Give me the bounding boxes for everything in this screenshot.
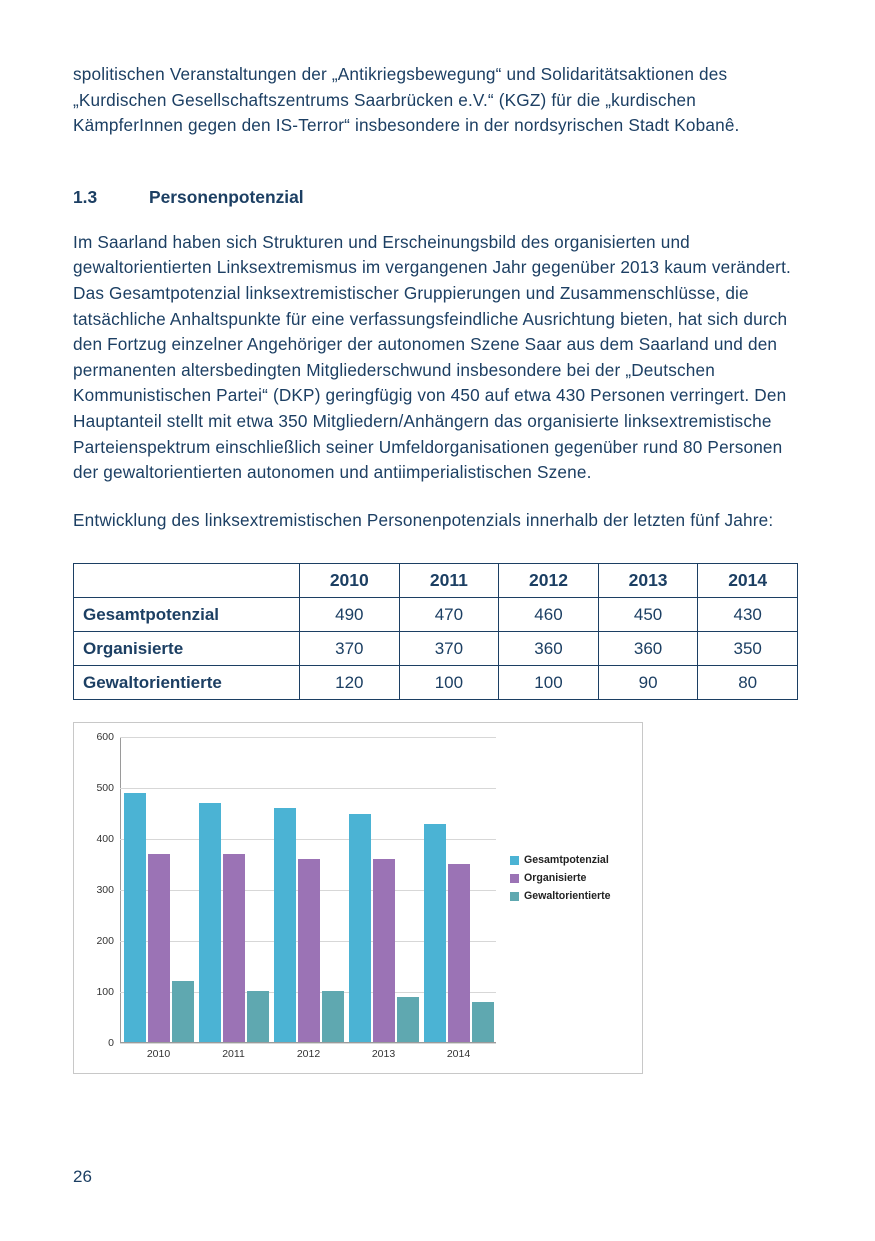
chart-x-tick-label: 2013 — [371, 1048, 396, 1061]
chart-x-tick-label: 2014 — [446, 1048, 471, 1061]
section-title: Personenpotenzial — [149, 186, 304, 207]
chart-bar-group — [196, 737, 271, 1061]
chart-legend-swatch — [510, 856, 519, 865]
paragraph-table-intro: Entwicklung des linksextremistischen Personenpotenzials innerhalb der letzten fünf Jahre: — [73, 509, 774, 530]
table-cell: 120 — [300, 666, 400, 700]
table-cell: 470 — [399, 598, 499, 632]
chart-bar — [424, 824, 446, 1043]
section-heading — [73, 187, 797, 208]
chart-x-tick-label: 2010 — [146, 1048, 171, 1061]
table-header-row — [74, 564, 798, 598]
table-col-header: 2012 — [499, 564, 599, 598]
table-cell: 90 — [598, 666, 698, 700]
chart-bar-group — [121, 737, 196, 1061]
table-cell: 80 — [698, 666, 798, 700]
chart-legend-label: Organisierte — [524, 872, 587, 885]
chart-legend-item — [510, 851, 611, 869]
chart-y-tick-label: 400 — [96, 833, 114, 846]
chart-gridline — [108, 1037, 496, 1050]
table-col-header: 2013 — [598, 564, 698, 598]
personenpotenzial-table — [73, 563, 798, 700]
chart-bar — [472, 1002, 494, 1043]
chart-y-tick-label: 300 — [96, 884, 114, 897]
table-cell: 100 — [399, 666, 499, 700]
chart-x-tick-label: 2012 — [296, 1048, 321, 1061]
chart-y-tick-label: 600 — [96, 731, 114, 744]
chart-bar — [124, 793, 146, 1042]
table-cell: 460 — [499, 598, 599, 632]
table-cell: 360 — [598, 632, 698, 666]
chart-bar — [274, 808, 296, 1042]
chart-y-tick-label: 100 — [96, 986, 114, 999]
table-col-header: 2011 — [399, 564, 499, 598]
chart-bar — [247, 991, 269, 1042]
table-row — [74, 598, 798, 632]
table-row-label: Gewaltorientierte — [74, 666, 300, 700]
chart-bar-group — [271, 737, 346, 1061]
table-cell: 360 — [499, 632, 599, 666]
table-col-header: 2014 — [698, 564, 798, 598]
chart-y-tick-label: 200 — [96, 935, 114, 948]
page-number: 26 — [73, 1167, 92, 1186]
chart-bar-group — [346, 737, 421, 1061]
chart-legend-label: Gesamtpotenzial — [524, 854, 609, 867]
paragraph-body: Im Saarland haben sich Strukturen und Erscheinungsbild des organisierten und gewaltorientierten Linksextremismus im vergangenen Jahr gegenüber 2013 kaum verändert. Das Gesamtpotenzial linksextremistischer Gruppierungen und Zusammenschlüsse, die tatsächliche Anhaltspunkte für eine verfassungsfeindliche Ausrichtung bieten, hat sich durch den Fortzug einzelner Angehöriger der autonomen Szene Saar aus dem Saarland und den permanenten altersbedingten Mitgliederschwund insbesondere bei der „Deutschen Kommunistischen Partei“ (DKP) geringfügig von 450 auf etwa 430 Personen verringert. Den Hauptanteil stellt mit etwa 350 Mitgliedern/Anhängern das organisierte linksextremistische Parteienspektrum einschließlich seiner Umfeldorganisationen gegenüber rund 80 Personen der gewaltorientierten autonomen und antiimperialistischen Szene. — [73, 231, 791, 483]
chart-legend-swatch — [510, 874, 519, 883]
table-col-header: 2010 — [300, 564, 400, 598]
section-number: 1.3 — [73, 186, 98, 207]
table-cell: 450 — [598, 598, 698, 632]
chart-bar — [448, 864, 470, 1042]
chart-bar — [397, 997, 419, 1043]
chart-bar-groups — [121, 737, 496, 1061]
chart-plot-area — [96, 731, 496, 1061]
chart-x-tick-label: 2011 — [222, 1048, 245, 1061]
table-cell: 100 — [499, 666, 599, 700]
chart-bar — [349, 814, 371, 1043]
table-cell: 370 — [399, 632, 499, 666]
chart-bar-group — [421, 737, 496, 1061]
chart-legend-item — [510, 869, 611, 887]
table-row-label: Organisierte — [74, 632, 300, 666]
chart-bar — [199, 803, 221, 1042]
chart-bar — [172, 981, 194, 1042]
chart-bar — [298, 859, 320, 1042]
chart-bar — [148, 854, 170, 1042]
table-cell: 430 — [698, 598, 798, 632]
chart-y-tick-label: 0 — [108, 1037, 114, 1050]
chart-bar — [223, 854, 245, 1042]
table-row — [74, 666, 798, 700]
personenpotenzial-chart — [73, 722, 643, 1074]
paragraph-intro: spolitischen Veranstaltungen der „Antikriegsbewegung“ und Solidaritätsaktionen des „Kurdischen Gesellschaftszentrums Saarbrücken e.V.“ (KGZ) für die „kurdischen KämpferInnen gegen den IS-Terror“ insbesondere in der nordsyrischen Stadt Kobanê. — [73, 64, 740, 136]
chart-bar — [322, 991, 344, 1042]
chart-y-tick-label: 500 — [96, 782, 114, 795]
table-row-label: Gesamtpotenzial — [74, 598, 300, 632]
chart-bar — [373, 859, 395, 1042]
chart-legend-label: Gewaltorientierte — [524, 890, 611, 903]
table-corner-cell — [74, 564, 300, 598]
table-cell: 350 — [698, 632, 798, 666]
table-cell: 370 — [300, 632, 400, 666]
chart-legend — [510, 851, 611, 905]
table-cell: 490 — [300, 598, 400, 632]
chart-legend-swatch — [510, 892, 519, 901]
chart-legend-item — [510, 887, 611, 905]
table-row — [74, 632, 798, 666]
page-content — [73, 62, 797, 1074]
